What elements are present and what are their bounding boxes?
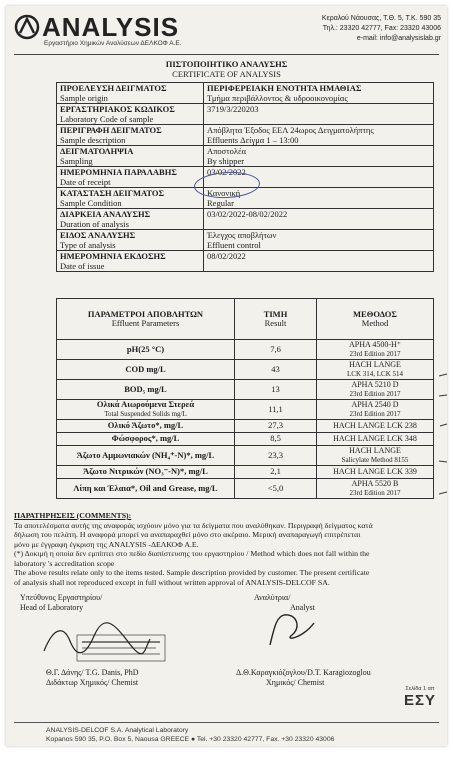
method-cell [317,340,434,360]
parameter-row [57,446,434,466]
method-cell [317,360,434,380]
result-cell [235,420,317,433]
parameter-name: pH(25 °C) [126,343,165,354]
method-line1: HACH LANGE LCK 339 [333,467,417,477]
info-value [204,230,434,251]
comments-section [14,511,446,587]
info-label [57,125,204,146]
params-header-parameter-gr: ΠΑΡΑΜΕΤΡΟΙ ΑΠΟΒΛΗΤΩΝ [87,308,204,319]
info-value [204,251,434,272]
comment-line: of analysis shall not reproduced except in full without written approval of ANALYSIS-DELCOF SA. [14,577,330,587]
esy-accreditation-mark [399,686,441,726]
method-line2: 23rd Edition 2017 [349,409,401,418]
method-line2: 23rd Edition 2017 [349,389,401,398]
info-label-en: Sample description [60,135,126,145]
comment-line: μόνο με έγγραφη έγκριση της ANALYSIS -ΔΕΛΚΟΦ Α.Ε. [14,539,199,549]
parameter-cell [57,420,235,433]
info-label-gr: ΕΡΓΑΣΤΗΡΙΑΚΟΣ ΚΩΔΙΚΟΣ [60,104,175,114]
info-label [57,167,204,188]
info-row [57,83,434,104]
header-divider [14,54,439,55]
comment-line: laboratory 's accreditation scope [14,558,115,568]
method-cell [317,433,434,446]
info-value-line2: By shipper [207,156,245,166]
result-value: 2,1 [270,466,281,477]
parameter-row [57,466,434,479]
parameters-table [56,298,434,499]
head-title-gr: Υπεύθυνος Εργαστηρίου/ [20,593,103,602]
head-name: Θ.Γ. Δάνης/ T.G. Danis, PhD [46,668,139,677]
params-header-method-en: Method [361,318,389,328]
method-line1: HACH LANGE [349,446,401,455]
info-value-line2: 3719/3/220203 [207,104,259,114]
info-label [57,83,204,104]
head-signature [34,621,154,661]
info-row [57,251,434,272]
comment-line: δήλωση του πελάτη. Η αναφορά μπορεί να αναπαραχθεί μόνο στο ακέραιο. Μερική αναπαραγωγή επιτρέπεται [14,530,361,539]
analyst-name-text: Δ.Θ.Καραγκιόζογλου/D.T. Karagiozoglou [236,668,371,677]
result-cell [235,400,317,420]
info-label-gr: ΔΕΙΓΜΑΤΟΛΗΨΙΑ [60,146,134,156]
parameter-row [57,400,434,420]
info-value-line1: Έλεγχος αποβλήτων [207,230,277,240]
contact-address: Κεραλού Νάουσας, Τ.Θ. 5, Τ.Κ. 590 35 [321,15,441,22]
info-label-en: Laboratory Code of sample [60,114,154,124]
method-line1: HACH LANGE LCK 348 [333,434,417,444]
certificate-page [6,6,447,746]
result-cell [235,446,317,466]
info-value-line2: 08/02/2022 [207,251,246,261]
parameter-name: Ολικό Άζωτο*, mg/L [107,420,184,431]
params-header-method [317,299,434,340]
params-header-result [235,299,317,340]
result-value: 13 [271,383,280,394]
parameter-name-en: Total Suspended Solids mg/L [104,409,187,418]
document-title [6,59,447,79]
parameter-name: Άζωτο Νιτρικών (NO₃⁻-N)*, mg/L [83,466,208,477]
info-value-line1: Αποστολέα [207,146,247,156]
result-cell [235,479,317,499]
footer-company: ANALYSIS-DELCOF S.A. Analytical Laboratory [46,727,189,734]
comment-line: (*) Δοκιμή η οποία δεν εμπίπτει στο πεδίο διαπίστευσης του εργαστηρίου / Method which does not fall within the [14,549,370,558]
info-value [204,83,434,104]
info-value-line2: 03/02/2022 [207,167,246,177]
info-label-gr: ΔΙΑΡΚΕΙΑ ΑΝΑΛΥΣΗΣ [60,209,151,219]
info-label-en: Type of analysis [60,240,116,250]
analyst-role: Χημικός/ Chemist [266,678,325,687]
params-header-result-gr: ΤΙΜΗ [263,308,288,319]
result-value: 8,5 [270,433,281,444]
logo-mark-icon [14,14,40,40]
result-value: 7,6 [270,343,281,354]
method-line1: APHA 2540 D [351,400,399,409]
result-value: <5,0 [267,482,284,493]
result-value: 43 [271,363,280,374]
info-row [57,146,434,167]
info-value-line2: 03/02/2022-08/02/2022 [207,209,288,219]
contact-phone: Τηλ.: 23320 42777, Fax: 23320 43006 [322,25,441,32]
info-value-line1: Κανονική [207,188,241,198]
parameter-name: COD mg/L [125,363,166,374]
info-value-line2: Effluents Δείγμα 1 – 13:00 [207,135,299,145]
method-cell [317,420,434,433]
result-value: 27,3 [268,420,283,431]
method-line2: 23rd Edition 2017 [349,488,401,497]
info-label-en: Sample origin [60,93,108,103]
info-label-en: Date of issue [60,261,105,271]
parameter-cell [57,466,235,479]
parameter-cell [57,360,235,380]
method-cell [317,479,434,499]
page-number: Σελίδα 1 απ [405,686,435,692]
analyst-title-gr: Αναλύτρια/ [254,593,291,602]
info-label [57,104,204,125]
contact-block [322,14,441,44]
info-value-line2: Τμήμα περιβάλλοντος & υδροοικονομίας [207,93,348,103]
parameter-name: Ολικά Αιωρούμενα Στερεά [96,399,195,409]
info-label [57,251,204,272]
info-label-gr: ΗΜΕΡΟΜΗΝΙΑ ΠΑΡΑΛΑΒΗΣ [60,167,177,177]
method-cell [317,380,434,400]
info-label [57,230,204,251]
parameter-cell [57,433,235,446]
parameter-cell [57,400,235,420]
info-row [57,230,434,251]
footer [46,726,334,744]
method-line1: APHA 5520 B [351,479,399,488]
info-label [57,146,204,167]
analyst-title-en: Analyst [290,603,315,612]
result-value: 23,3 [268,449,283,460]
result-cell [235,433,317,446]
info-label-gr: ΠΕΡΙΓΡΑΦΗ ΔΕΙΓΜΑΤΟΣ [60,125,162,135]
result-cell [235,340,317,360]
info-label-gr: ΕΙΔΟΣ ΑΝΑΛΥΣΗΣ [60,230,136,240]
parameter-row [57,420,434,433]
method-line1: APHA 4500-H⁺ [348,340,401,349]
contact-email: e-mail: info@analysislab.gr [356,35,441,42]
comment-line: Τα αποτελέσματα αυτής της αναφοράς ισχύουν μόνο για τα δείγματα που αναλύθηκαν. Περιγραφή δείγματος κατά [14,520,373,530]
info-row [57,104,434,125]
info-label [57,188,204,209]
comment-line: The above results relate only to the items tested. Sample description provided by customer. The present certificate [14,568,370,577]
info-value-line2: Effluent control [207,240,261,250]
parameter-name: Φώσφορος*, mg/L [111,433,180,444]
parameter-row [57,360,434,380]
parameter-name: Άζωτο Αμμωνιακών (NH₄⁺-N)*, mg/L [76,449,215,460]
method-line2: Salicylate Method 8155 [341,455,409,464]
info-row [57,125,434,146]
info-label-en: Date of receipt [60,177,111,187]
info-value-line2: Regular [207,198,234,208]
company-logo [14,12,184,46]
parameter-row [57,340,434,360]
parameter-cell [57,446,235,466]
info-label-en: Sample Condition [60,198,122,208]
logo-subtitle: Εργαστήριο Χημικών Αναλύσεων ΔΕΛΚΟΦ Α.Ε. [44,40,182,47]
info-label-gr: ΗΜΕΡΟΜΗΝΙΑ ΕΚΔΟΣΗΣ [60,251,166,261]
title-english: CERTIFICATE OF ANALYSIS [172,69,281,79]
method-line2: LCK 314, LCK 514 [347,369,403,378]
parameter-cell [57,479,235,499]
info-label-en: Sampling [60,156,93,166]
info-label-gr: ΠΡΟΕΛΕΥΣΗ ΔΕΙΓΜΑΤΟΣ [60,83,167,93]
info-value [204,146,434,167]
info-value [204,125,434,146]
result-cell [235,380,317,400]
parameter-name: Λίπη και Έλαια*, Oil and Grease, mg/L [73,482,218,493]
esy-logo-icon: ΕΣΥ [403,692,436,709]
parameter-row [57,479,434,499]
head-of-lab-title [20,593,102,613]
info-value-line1: Απόβλητα Έξοδος ΕΕΛ 24ωρος Δειγματολήπτης [207,125,374,135]
method-cell [317,400,434,420]
title-greek: ΠΙΣΤΟΠΟΙΗΤΙΚΟ ΑΝΑΛΥΣΗΣ [165,59,288,69]
result-cell [235,466,317,479]
params-header-parameter-en: Effluent Parameters [111,318,180,328]
params-header-method-gr: ΜΕΘΟΔΟΣ [353,308,397,319]
info-label-gr: ΚΑΤΑΣΤΑΣΗ ΔΕΙΓΜΑΤΟΣ [60,188,165,198]
comments-heading: ΠΑΡΑΤΗΡΗΣΕΙΣ (COMMENTS): [14,511,132,520]
parameter-row [57,433,434,446]
footer-divider [14,722,439,723]
analyst-signature [262,609,322,649]
parameter-row [57,380,434,400]
logo-wordmark: ANALYSIS [42,12,180,42]
parameter-cell [57,380,235,400]
params-header-parameter [57,299,235,340]
info-value [204,104,434,125]
info-label-en: Duration of analysis [60,219,129,229]
method-cell [317,446,434,466]
params-header-result-en: Result [264,318,287,328]
result-cell [235,360,317,380]
head-role: Διδάκτωρ Χημικός/ Chemist [46,678,139,687]
method-line1: HACH LANGE LCK 238 [333,421,417,431]
info-value-line1: ΠΕΡΙΦΕΡΕΙΑΚΗ ΕΝΟΤΗΤΑ ΗΜΑΘΙΑΣ [207,83,362,93]
result-value: 11,1 [268,403,283,414]
head-title-en: Head of Laboratory [20,603,84,612]
method-line1: APHA 5210 D [351,380,399,389]
parameter-name: BOD₅ mg/L [124,383,167,394]
head-of-lab-name [46,668,139,688]
footer-address: Kopanos 590 35, P.O. Box 5, Naousa GREECE ● Tel. +30 23320 42777, Fax. +30 23320 43006 [46,736,335,743]
info-label [57,209,204,230]
info-row [57,209,434,230]
method-line1: HACH LANGE [349,360,401,369]
analyst-name [236,668,371,688]
method-line2: 23rd Edition 2017 [349,349,401,358]
info-value [204,209,434,230]
parameter-cell [57,340,235,360]
method-cell [317,466,434,479]
